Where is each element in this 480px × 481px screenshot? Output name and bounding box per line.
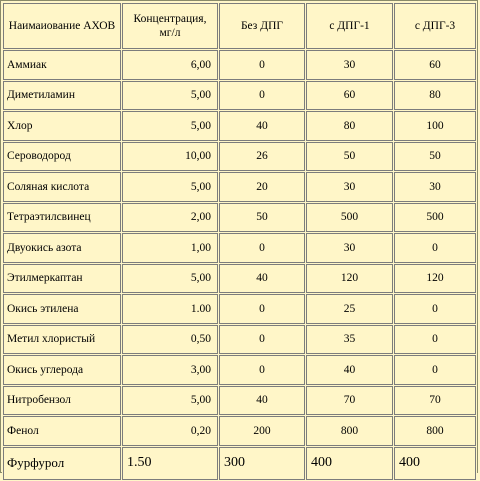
- substance-cell: Хлор: [3, 111, 121, 141]
- with-dpg-1-cell: 35: [306, 325, 393, 355]
- header-concentration: Концентрация, мг/л: [122, 3, 218, 49]
- hazardous-substances-table: [2, 2, 477, 481]
- table-row: [3, 233, 476, 263]
- with-dpg-1-cell: 800: [306, 416, 393, 446]
- with-dpg-3-cell: 120: [394, 264, 476, 294]
- concentration-cell: 0,50: [122, 325, 218, 355]
- with-dpg-1-cell: 40: [306, 355, 393, 385]
- with-dpg-3-cell: 50: [394, 142, 476, 172]
- with-dpg-1-cell: 120: [306, 264, 393, 294]
- with-dpg-3-cell: 0: [394, 294, 476, 324]
- with-dpg-3-cell: 100: [394, 111, 476, 141]
- substance-cell: Двуокись азота: [3, 233, 121, 263]
- table-row: [3, 111, 476, 141]
- header-with-dpg-1: с ДПГ-1: [306, 3, 393, 49]
- table-row: [3, 50, 476, 80]
- concentration-cell: 1.50: [122, 447, 218, 480]
- substance-cell: Этилмеркаптан: [3, 264, 121, 294]
- table-row: [3, 264, 476, 294]
- concentration-cell: 2,00: [122, 203, 218, 233]
- concentration-cell: 5,00: [122, 386, 218, 416]
- without-dpg-cell: 40: [219, 264, 305, 294]
- header-row: [3, 3, 476, 49]
- with-dpg-3-cell: 0: [394, 233, 476, 263]
- substance-cell: Фурфурол: [3, 447, 121, 480]
- table-row: [3, 416, 476, 446]
- substance-cell: Метил хлористый: [3, 325, 121, 355]
- header-substance: Наимаиование АХОВ: [3, 3, 121, 49]
- without-dpg-cell: 40: [219, 111, 305, 141]
- substance-cell: Соляная кислота: [3, 172, 121, 202]
- with-dpg-3-cell: 400: [394, 447, 476, 480]
- substance-cell: Окись этилена: [3, 294, 121, 324]
- substance-cell: Диметиламин: [3, 81, 121, 111]
- with-dpg-1-cell: 70: [306, 386, 393, 416]
- table-row: [3, 294, 476, 324]
- with-dpg-1-cell: 30: [306, 172, 393, 202]
- with-dpg-1-cell: 500: [306, 203, 393, 233]
- without-dpg-cell: 0: [219, 50, 305, 80]
- with-dpg-1-cell: 400: [306, 447, 393, 480]
- without-dpg-cell: 200: [219, 416, 305, 446]
- without-dpg-cell: 0: [219, 355, 305, 385]
- without-dpg-cell: 0: [219, 294, 305, 324]
- with-dpg-3-cell: 80: [394, 81, 476, 111]
- concentration-cell: 5,00: [122, 81, 218, 111]
- table-row: [3, 386, 476, 416]
- with-dpg-1-cell: 25: [306, 294, 393, 324]
- with-dpg-1-cell: 50: [306, 142, 393, 172]
- with-dpg-3-cell: 0: [394, 355, 476, 385]
- without-dpg-cell: 40: [219, 386, 305, 416]
- without-dpg-cell: 26: [219, 142, 305, 172]
- concentration-cell: 1,00: [122, 233, 218, 263]
- table-row: [3, 355, 476, 385]
- substance-cell: Фенол: [3, 416, 121, 446]
- substance-cell: Тетраэтилсвинец: [3, 203, 121, 233]
- with-dpg-3-cell: 70: [394, 386, 476, 416]
- header-without-dpg: Без ДПГ: [219, 3, 305, 49]
- without-dpg-cell: 0: [219, 233, 305, 263]
- concentration-cell: 3,00: [122, 355, 218, 385]
- with-dpg-3-cell: 500: [394, 203, 476, 233]
- without-dpg-cell: 0: [219, 325, 305, 355]
- concentration-cell: 5,00: [122, 172, 218, 202]
- without-dpg-cell: 300: [219, 447, 305, 480]
- table-row: [3, 81, 476, 111]
- with-dpg-1-cell: 30: [306, 50, 393, 80]
- with-dpg-1-cell: 30: [306, 233, 393, 263]
- without-dpg-cell: 50: [219, 203, 305, 233]
- substance-cell: Сероводород: [3, 142, 121, 172]
- with-dpg-3-cell: 30: [394, 172, 476, 202]
- table-row: [3, 142, 476, 172]
- concentration-cell: 0,20: [122, 416, 218, 446]
- concentration-cell: 6,00: [122, 50, 218, 80]
- concentration-cell: 10,00: [122, 142, 218, 172]
- without-dpg-cell: 20: [219, 172, 305, 202]
- table-row: [3, 203, 476, 233]
- table-row: [3, 325, 476, 355]
- without-dpg-cell: 0: [219, 81, 305, 111]
- header-with-dpg-3: с ДПГ-3: [394, 3, 476, 49]
- with-dpg-1-cell: 80: [306, 111, 393, 141]
- with-dpg-3-cell: 60: [394, 50, 476, 80]
- with-dpg-3-cell: 0: [394, 325, 476, 355]
- concentration-cell: 5,00: [122, 111, 218, 141]
- substance-cell: Окись углерода: [3, 355, 121, 385]
- substance-cell: Нитробензол: [3, 386, 121, 416]
- concentration-cell: 5,00: [122, 264, 218, 294]
- with-dpg-3-cell: 800: [394, 416, 476, 446]
- substance-cell: Аммиак: [3, 50, 121, 80]
- table-row: [3, 172, 476, 202]
- with-dpg-1-cell: 60: [306, 81, 393, 111]
- concentration-cell: 1.00: [122, 294, 218, 324]
